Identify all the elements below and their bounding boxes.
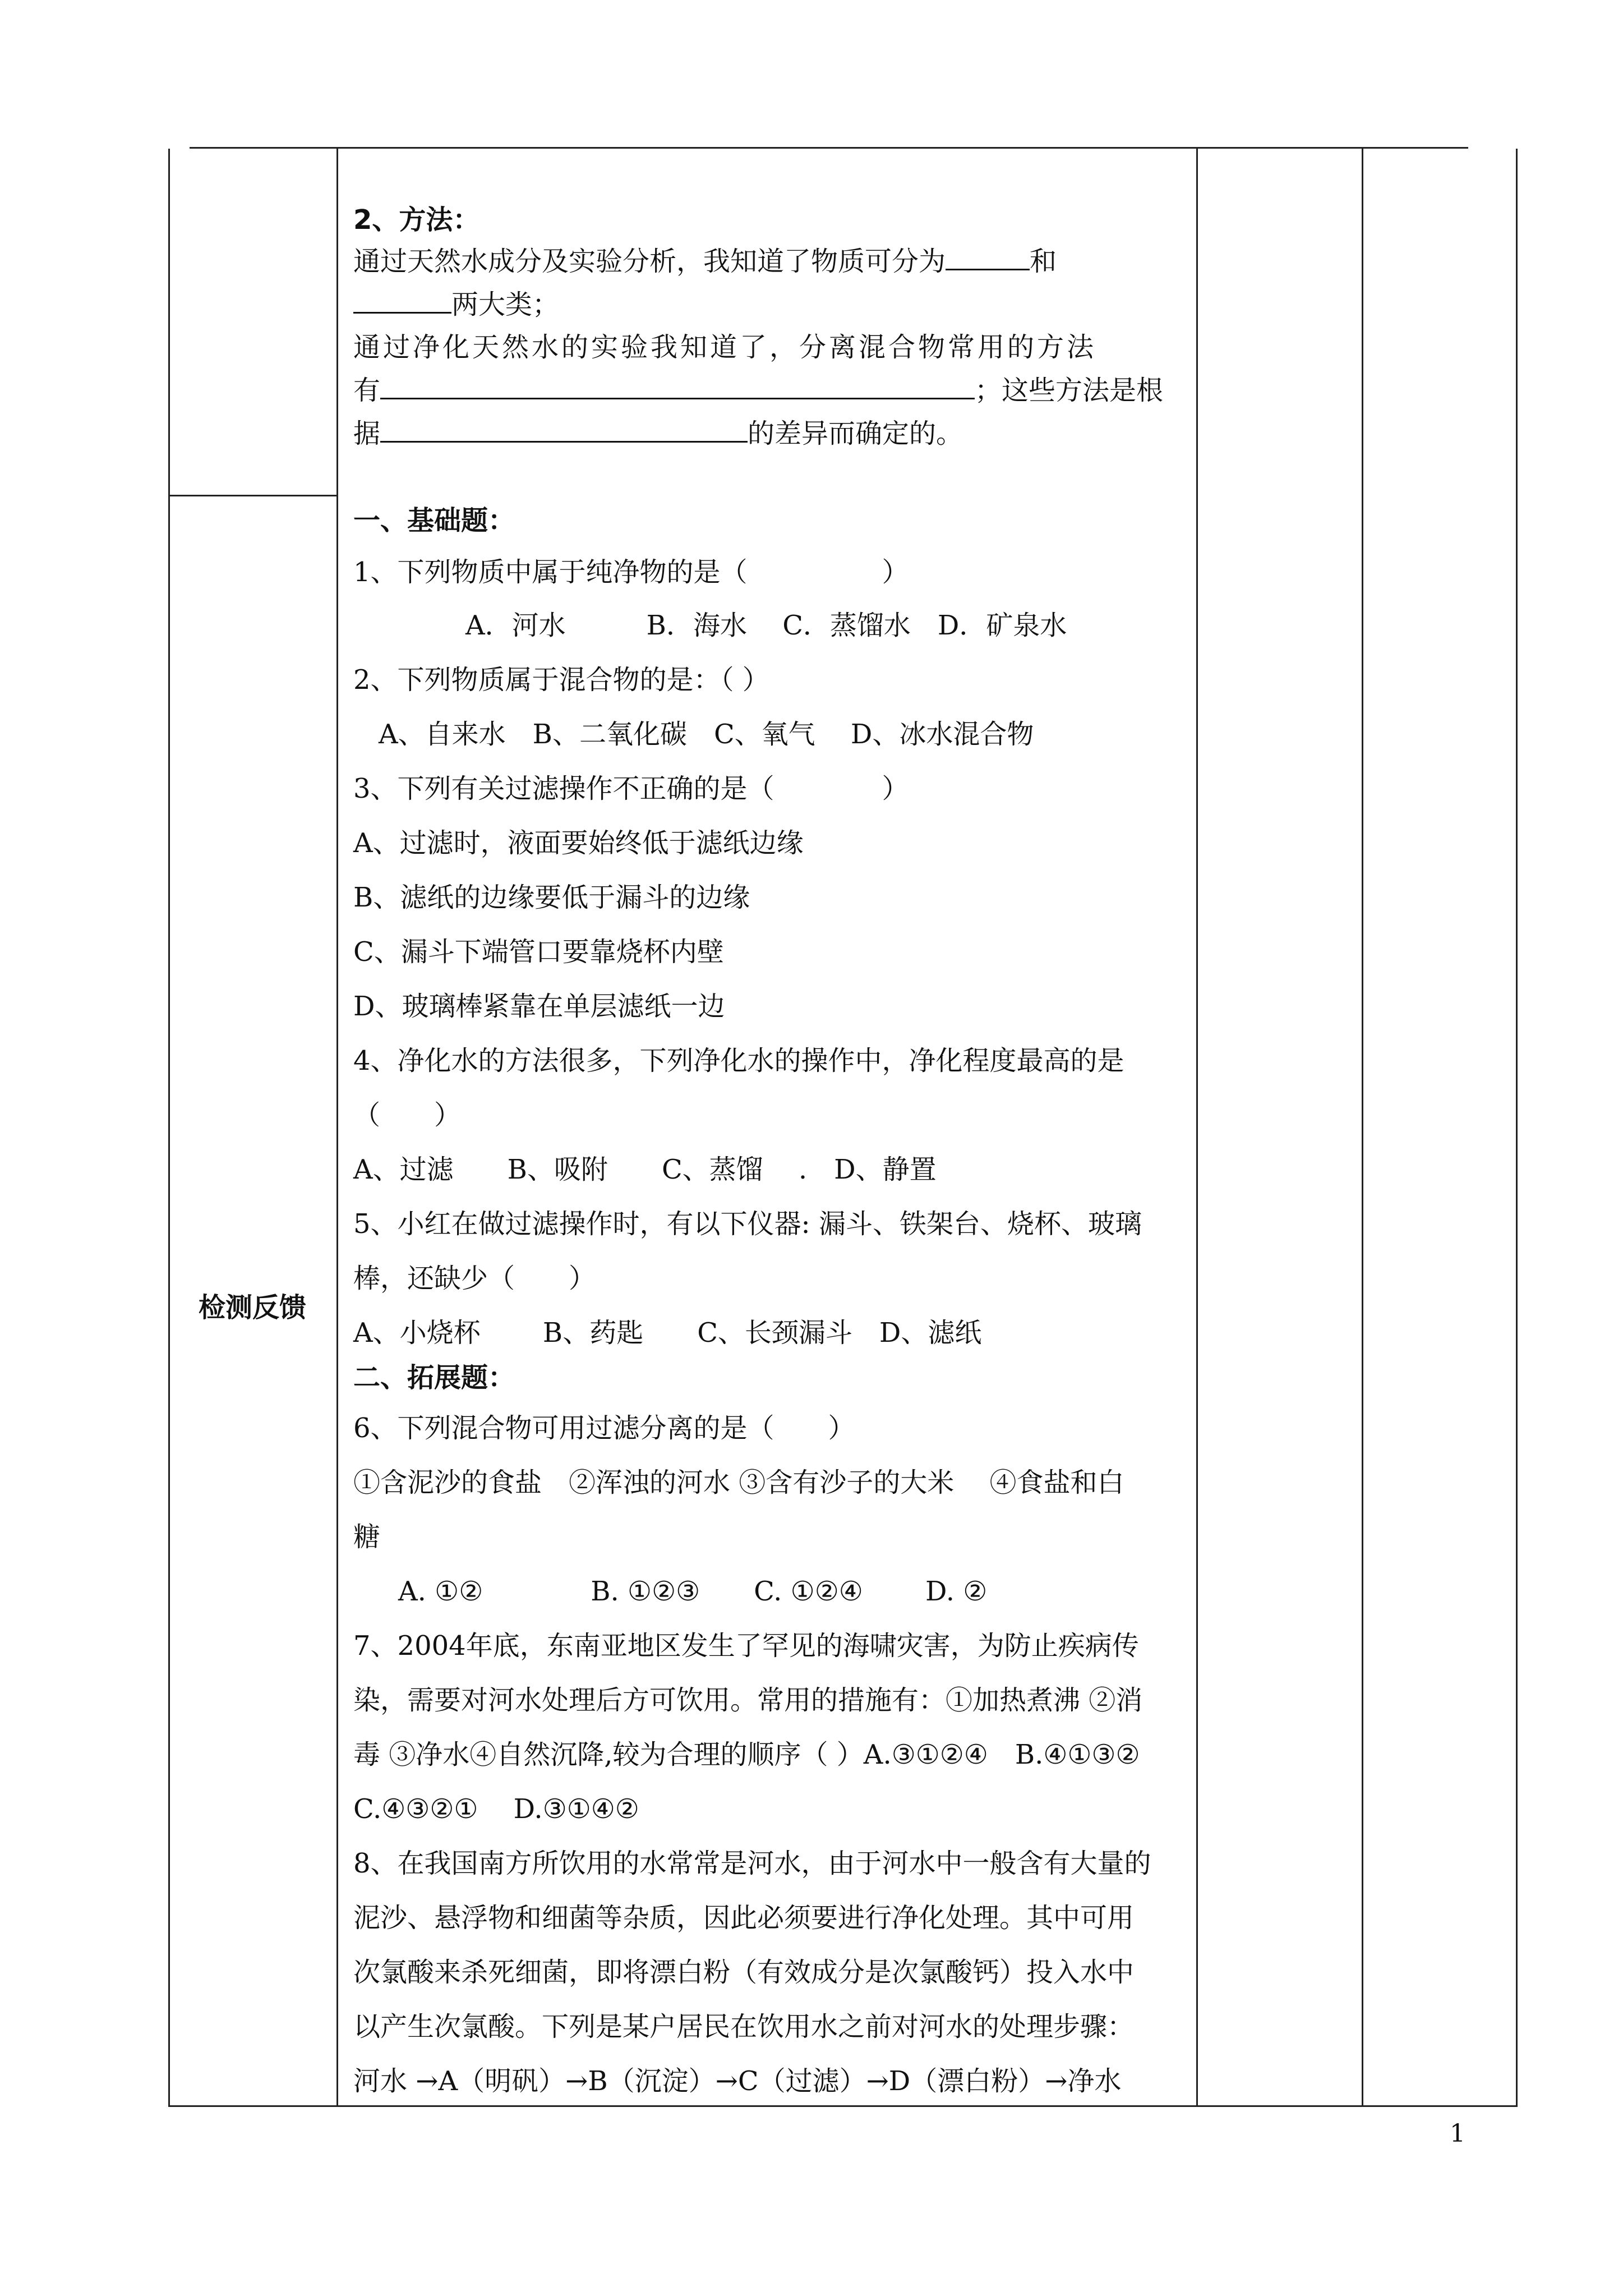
question-7-line-2: 染，需要对河水处理后方可饮用。常用的措施有：①加热煮沸 ②消 bbox=[353, 1685, 1143, 1716]
question-2-options: A、自来水 B、二氧化碳 C、氧气 D、冰水混合物 bbox=[379, 719, 1034, 750]
question-8-line-3: 次氯酸来杀死细菌，即将漂白粉（有效成分是次氯酸钙）投入水中 bbox=[353, 1957, 1135, 1988]
section-label: 检测反馈 bbox=[198, 1292, 306, 1323]
question-5-cont: 棒，还缺少（ ） bbox=[353, 1263, 596, 1294]
method-text: 和 bbox=[1030, 246, 1057, 277]
method-text: 有 bbox=[353, 375, 381, 406]
method-line-3: 通过净化天然水的实验我知道了，分离混合物常用的方法 bbox=[353, 332, 1097, 363]
question-8-line-5: 河水 →A（明矾）→B（沉淀）→C（过滤）→D（漂白粉）→净水 bbox=[353, 2065, 1122, 2097]
blank-field bbox=[380, 416, 748, 443]
question-6-options: A. ①② B. ①②③ C. ①②④ D. ② bbox=[398, 1576, 988, 1607]
question-3-option-d: D、玻璃棒紧靠在单层滤纸一边 bbox=[353, 991, 725, 1022]
question-7-line-4: C.④③②① D.③①④② bbox=[353, 1793, 639, 1825]
question-8-line-1: 8、在我国南方所饮用的水常常是河水，由于河水中一般含有大量的 bbox=[353, 1848, 1151, 1879]
question-8-line-4: 以产生次氯酸。下列是某户居民在饮用水之前对河水的处理步骤： bbox=[353, 2011, 1135, 2042]
table-border-left bbox=[168, 149, 170, 2106]
question-4-options: A、过滤 B、吸附 C、蒸馏 . D、静置 bbox=[353, 1154, 937, 1185]
question-8-line-2: 泥沙、悬浮物和细菌等杂质，因此必须要进行净化处理。其中可用 bbox=[353, 1902, 1135, 1934]
table-divider-col4 bbox=[1362, 149, 1363, 2106]
method-text: 通过天然水成分及实验分析，我知道了物质可分为 bbox=[353, 246, 946, 277]
question-7-line-3: 毒 ③净水④自然沉降,较为合理的顺序（ ）A.③①②④ B.④①③② bbox=[353, 1739, 1140, 1770]
question-3-option-c: C、漏斗下端管口要靠烧杯内壁 bbox=[353, 936, 724, 968]
question-1-options: A．河水 B．海水 C．蒸馏水 D．矿泉水 bbox=[465, 610, 1067, 641]
question-7-line-1: 7、2004年底，东南亚地区发生了罕见的海啸灾害，为防止疾病传 bbox=[353, 1630, 1139, 1662]
question-3: 3、下列有关过滤操作不正确的是（ ） bbox=[353, 773, 909, 804]
question-6-cont: 糖 bbox=[353, 1521, 381, 1553]
blank-field bbox=[380, 373, 975, 399]
method-text: 据 bbox=[353, 418, 381, 449]
page-number: 1 bbox=[1450, 2119, 1465, 2148]
method-text: ；这些方法是根 bbox=[975, 375, 1164, 406]
question-5-options: A、小烧杯 B、药匙 C、长颈漏斗 D、滤纸 bbox=[353, 1317, 982, 1349]
table-divider-label bbox=[336, 149, 338, 2106]
method-text: 两大类； bbox=[451, 289, 560, 320]
question-6-items: ①含泥沙的食盐 ②浑浊的河水 ③含有沙子的大米 ④食盐和白 bbox=[353, 1467, 1124, 1498]
question-4: 4、净化水的方法很多，下列净化水的操作中，净化程度最高的是 bbox=[353, 1045, 1124, 1076]
row-separator bbox=[168, 495, 338, 496]
blank-field bbox=[946, 244, 1030, 270]
question-2: 2、下列物质属于混合物的是：（ ） bbox=[353, 664, 769, 696]
question-5: 5、小红在做过滤操作时，有以下仪器: 漏斗、铁架台、烧杯、玻璃 bbox=[353, 1208, 1142, 1240]
table-divider-content bbox=[1196, 149, 1198, 2106]
method-line-2 bbox=[353, 287, 559, 321]
method-text: 的差异而确定的。 bbox=[748, 418, 963, 449]
method-heading: 2、方法： bbox=[353, 204, 480, 236]
header-rule bbox=[190, 147, 1468, 149]
question-3-option-a: A、过滤时，液面要始终低于滤纸边缘 bbox=[353, 827, 804, 859]
blank-field bbox=[353, 287, 451, 314]
method-line-5 bbox=[353, 416, 963, 450]
method-line-1 bbox=[353, 244, 1057, 278]
table-border-bottom bbox=[168, 2105, 1518, 2107]
ext-heading: 二、拓展题： bbox=[353, 1362, 515, 1393]
question-6: 6、下列混合物可用过滤分离的是（ ） bbox=[353, 1412, 855, 1444]
table-border-right bbox=[1516, 149, 1518, 2106]
question-1: 1、下列物质中属于纯净物的是（ ） bbox=[353, 556, 909, 588]
method-line-4 bbox=[353, 373, 1163, 407]
basic-heading: 一、基础题： bbox=[353, 505, 515, 536]
question-4-paren: （ ） bbox=[353, 1099, 462, 1131]
question-3-option-b: B、滤纸的边缘要低于漏斗的边缘 bbox=[353, 882, 750, 913]
